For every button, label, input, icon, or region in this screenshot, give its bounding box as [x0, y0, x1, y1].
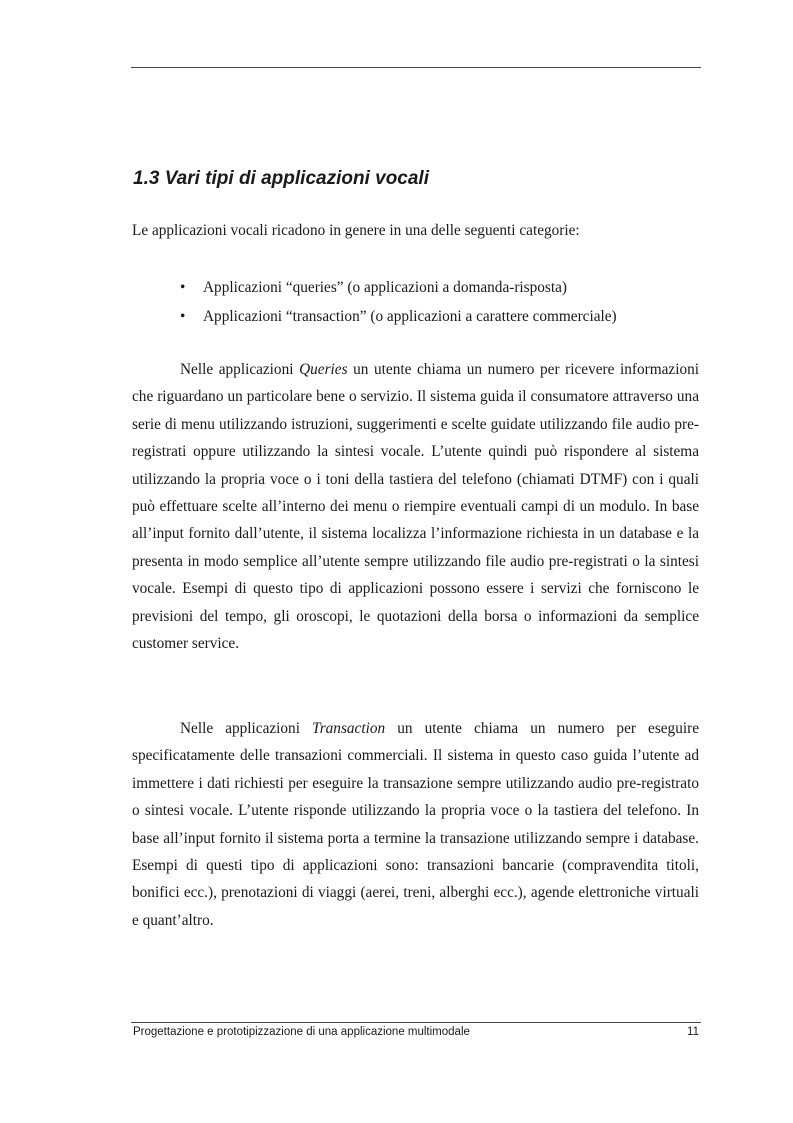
footer-title: Progettazione e prototipizzazione di una applicazione multimodale: [133, 1026, 470, 1038]
list-item: • Applicazioni “transaction” (o applicazioni a carattere commerciale): [180, 302, 617, 331]
intro-paragraph: Le applicazioni vocali ricadono in genere in una delle seguenti categorie:: [132, 222, 580, 239]
paragraph-lead: Nelle applicazioni: [180, 361, 300, 378]
queries-term: Queries: [299, 361, 348, 378]
paragraph-body: un utente chiama un numero per ricevere informazioni che riguardano un particolare bene o servizio. Il sistema guida il consumatore attraverso una serie di menu utilizzando istruzioni, suggerimenti e scelte guidate utilizzando file audio pre-registrati oppure utilizzando la sintesi vocale. L’utente quindi può rispondere al sistema utilizzando la propria voce o i toni della tastiera del telefono (chiamati DTMF) con i quali può effettuare scelte all’interno dei menu o riempire eventuali campi di un modulo. In base all’input fornito dall’utente, il sistema localizza l’informazione richiesta in un database e la presenta in modo semplice all’utente sempre utilizzando file audio pre-registrati o la sintesi vocale. Esempi di questo tipo di applicazioni possono essere i servizi che forniscono le previsioni del tempo, gli oroscopi, le quotazioni della borsa o informazioni da semplice customer service.: [132, 361, 699, 653]
queries-paragraph: [132, 356, 699, 657]
section-heading: 1.3 Vari tipi di applicazioni vocali: [133, 168, 429, 189]
transaction-paragraph: [132, 715, 699, 934]
footer-rule: [131, 1022, 701, 1023]
paragraph-lead: Nelle applicazioni: [180, 720, 313, 737]
transaction-term: Transaction: [312, 720, 386, 737]
category-list: [180, 273, 617, 331]
header-rule: [131, 67, 701, 68]
page-number: 11: [687, 1026, 699, 1038]
paragraph-body: un utente chiama un numero per eseguire specificatamente delle transazioni commerciali. Il sistema in questo caso guida l’utente ad immettere i dati richiesti per eseguire la transazione sempre utilizzando audio pre-registrato o sintesi vocale. L’utente risponde utilizzando la propria voce o la tastiera del telefono. In base all’input fornito il sistema porta a termine la transazione utilizzando sempre i database. Esempi di questi tipo di applicazioni sono: transazioni bancarie (compravendita titoli, bonifici ecc.), prenotazioni di viaggi (aerei, treni, alberghi ecc.), agende elettroniche virtuali e quant’altro.: [132, 720, 699, 929]
list-item: • Applicazioni “queries” (o applicazioni a domanda-risposta): [180, 273, 617, 302]
